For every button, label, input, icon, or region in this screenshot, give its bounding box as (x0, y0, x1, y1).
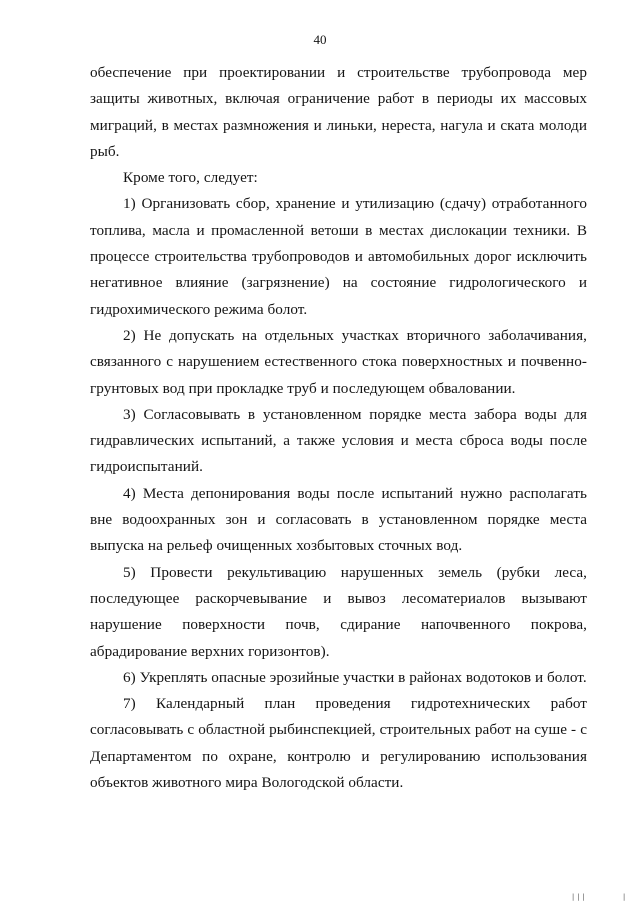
page-number: 40 (313, 32, 327, 47)
paragraph-item-4: 4) Места депонирования воды после испытаний нужно располагать вне водоохранных зон и согласовать в установленном порядке места выпуска на рельеф очищенных хозбытовых сточных вод. (90, 484, 587, 555)
paragraph-intro: Кроме того, следует: (123, 169, 258, 187)
paragraph-item-2: 2) Не допускать на отдельных участках вторичного заболачивания, связанного с нарушением естественного стока поверхностных и почвенно-грунтовых вод при прокладке труб и последующем обваловании. (90, 326, 587, 397)
paragraph-item-6: 6) Укреплять опасные эрозийные участки в районах водотоков и болот. (123, 668, 587, 686)
paragraph-item-1: 1) Организовать сбор, хранение и утилизацию (сдачу) отработанного топлива, масла и промасленной ветоши в местах дислокации техники. В процессе строительства трубопроводов и автомобильных дорог исключить негативное влияние (загрязнение) на состояние гидрологического и гидрохимического режима болот. (90, 195, 587, 318)
scan-mark-left: ||| (571, 893, 587, 901)
paragraph-item-5: 5) Провести рекультивацию нарушенных земель (рубки леса, последующее раскорчевывание и вывоз лесоматериалов вызывают нарушение поверхности почв, сдирание напочвенного покрова, абрадирование верхних горизонтов). (90, 563, 587, 660)
paragraph-item-7: 7) Календарный план проведения гидротехнических работ согласовывать с областной рыбинспекцией, строительных работ на суше - с Департаментом по охране, контролю и регулированию использования объектов животного мира Вологодской области. (90, 695, 587, 792)
document-body (90, 60, 587, 796)
paragraph-continuation: обеспечение при проектировании и строительстве трубопровода мер защиты животных, включая ограничение работ в периоды их массовых миграций, в местах размножения и линьки, нереста, нагула и ската молоди рыб. (90, 64, 587, 160)
paragraph-item-3: 3) Согласовывать в установленном порядке места забора воды для гидравлических испытаний, а также условия и места сброса воды после гидроиспытаний. (90, 405, 587, 476)
scan-mark-right: | (622, 893, 628, 901)
